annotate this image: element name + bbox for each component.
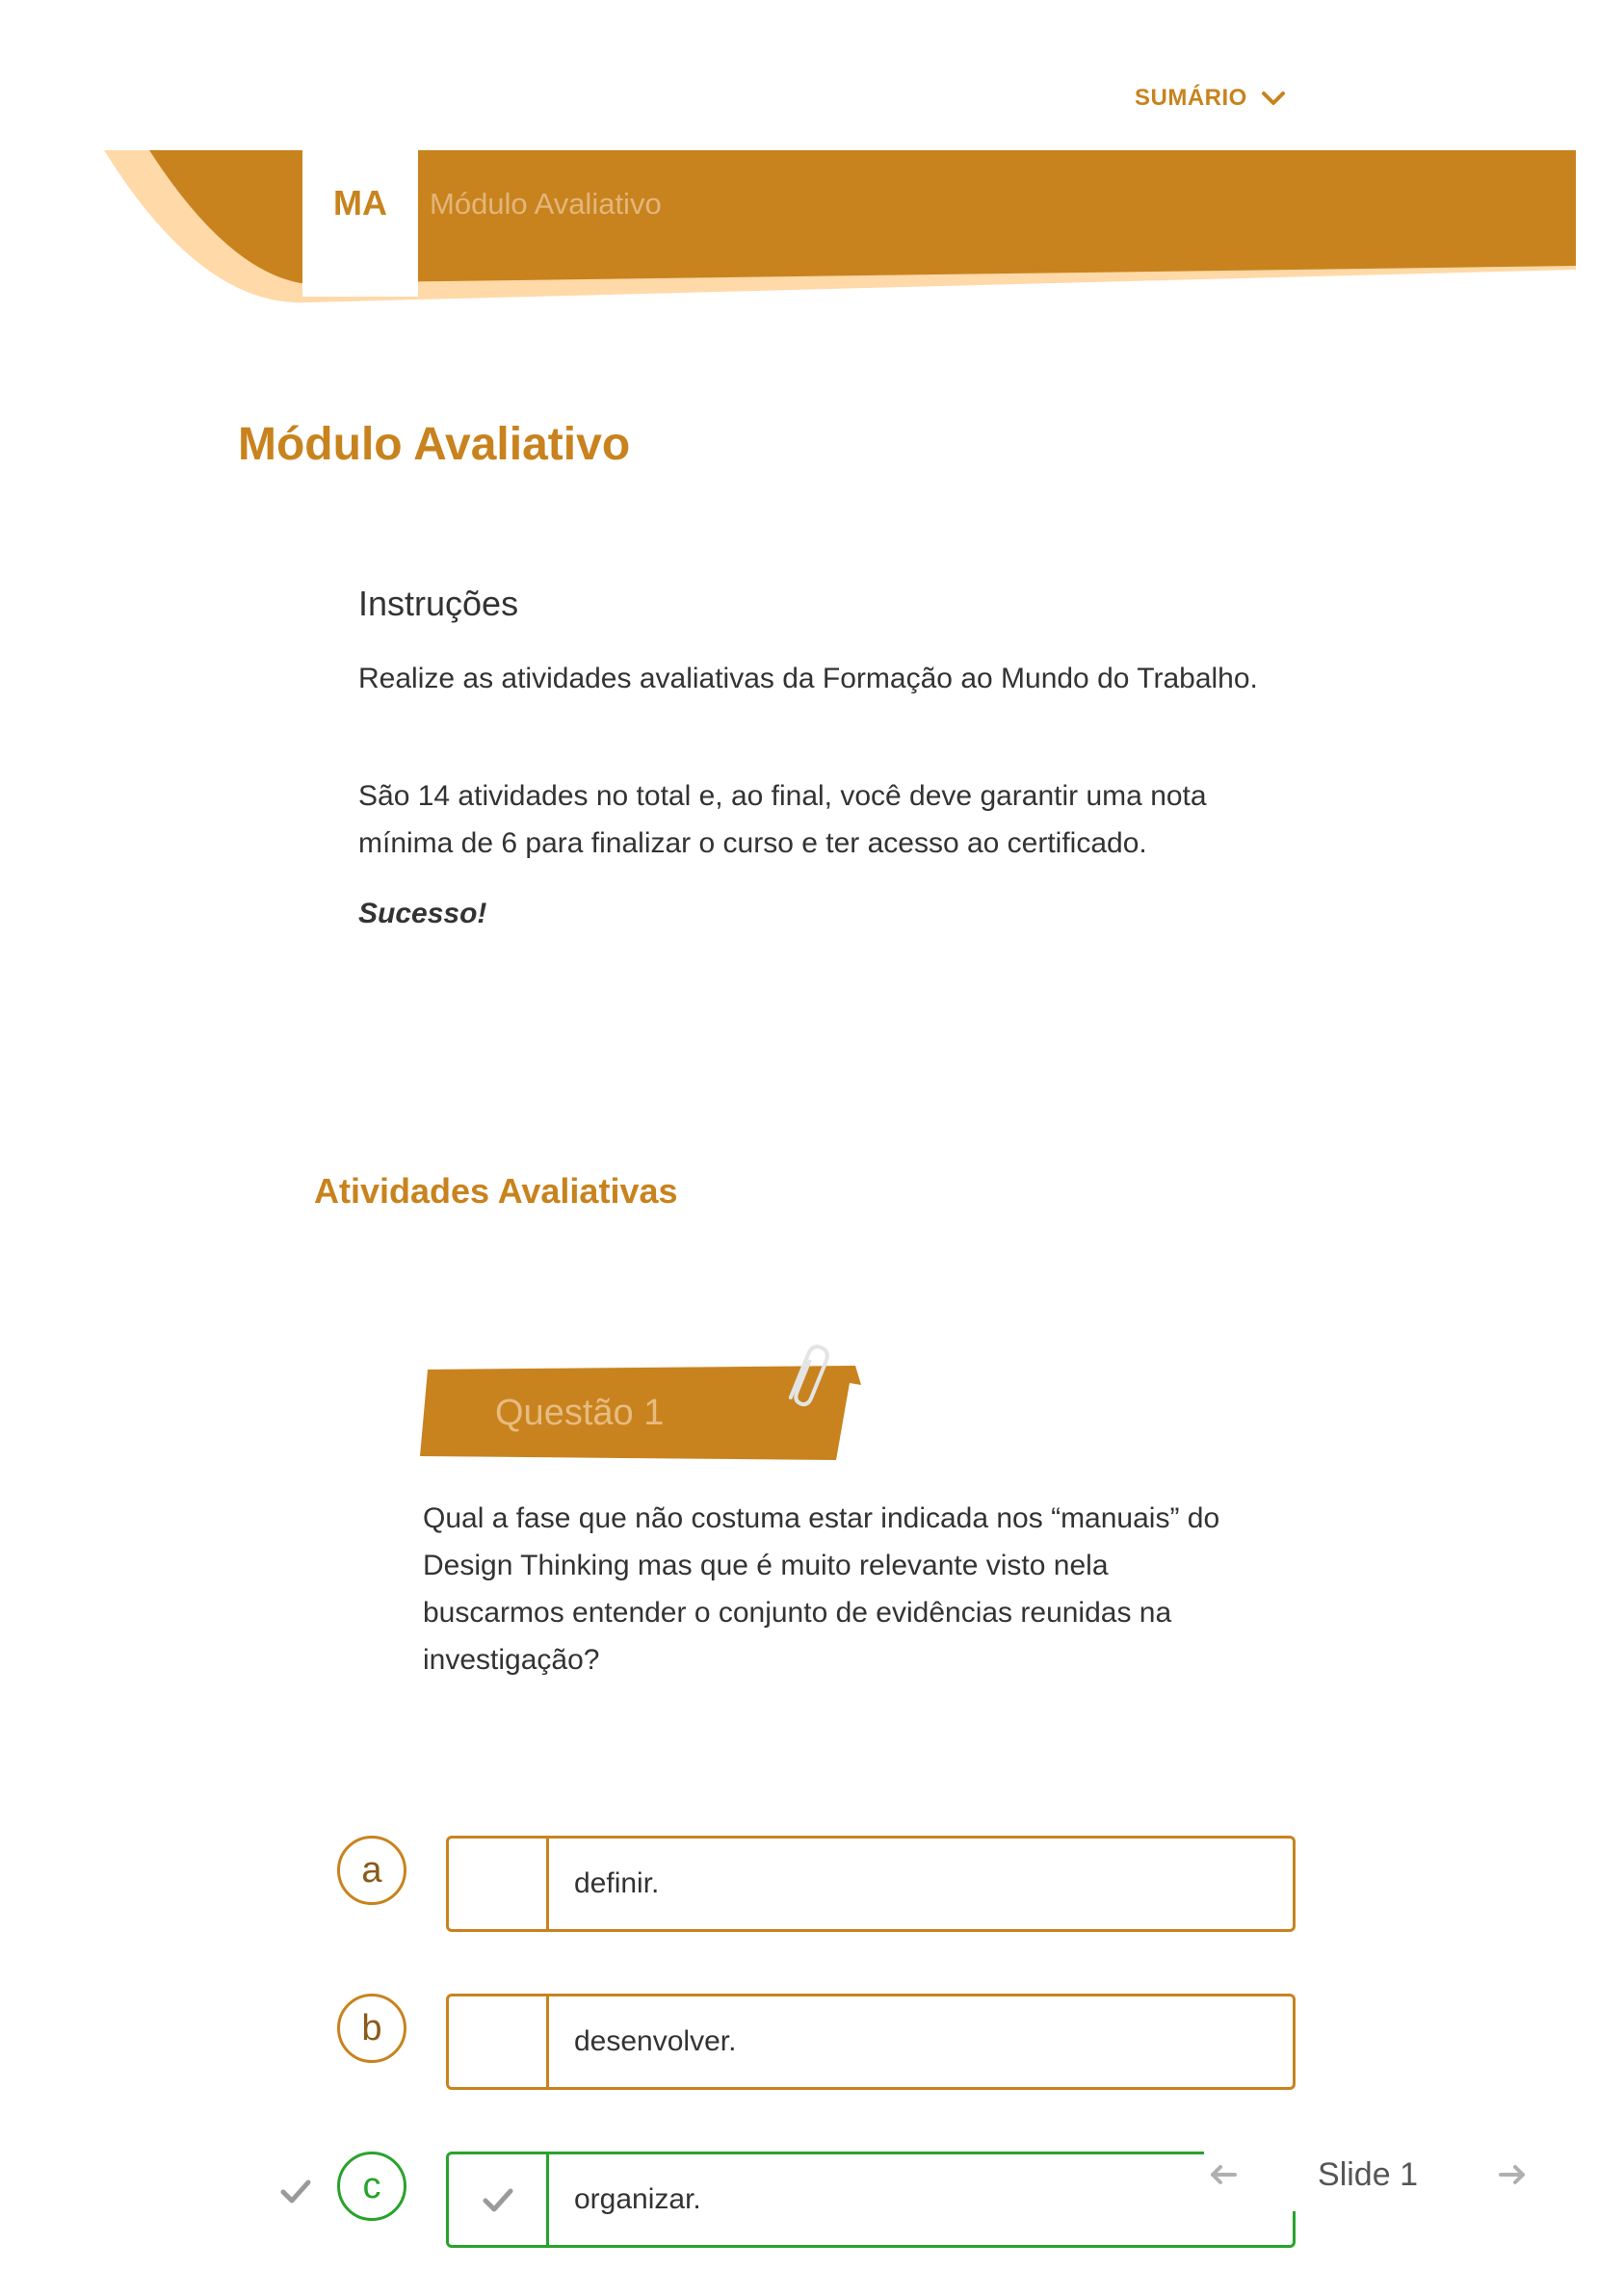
instructions-heading: Instruções xyxy=(358,584,519,623)
next-slide-button[interactable] xyxy=(1493,2160,1532,2189)
page-title: Módulo Avaliativo xyxy=(238,419,631,470)
option-text: definir. xyxy=(574,1867,660,1899)
question-tag-label: Questão 1 xyxy=(495,1393,665,1433)
option-text: organizar. xyxy=(574,2183,701,2215)
option-b[interactable] xyxy=(446,1994,1296,2090)
chevron-down-icon xyxy=(1261,89,1286,108)
option-letter: c xyxy=(362,2165,381,2206)
option-c-letter[interactable] xyxy=(337,2152,406,2221)
arrow-right-icon xyxy=(1497,2163,1528,2186)
banner-title: Módulo Avaliativo xyxy=(430,187,662,221)
option-letter: a xyxy=(361,1849,382,1891)
option-a-letter[interactable] xyxy=(337,1836,406,1905)
previous-slide-button[interactable] xyxy=(1204,2160,1243,2189)
module-badge xyxy=(302,150,418,297)
option-checkbox[interactable] xyxy=(449,1996,549,2087)
header-banner xyxy=(0,144,1624,318)
option-c[interactable] xyxy=(446,2152,1296,2248)
summary-menu-button[interactable] xyxy=(1135,85,1286,112)
correct-check-icon xyxy=(279,2177,312,2205)
option-text: desenvolver. xyxy=(574,2025,737,2057)
option-a[interactable] xyxy=(446,1836,1296,1932)
slide-label: Slide 1 xyxy=(1318,2155,1418,2193)
option-checkbox[interactable] xyxy=(449,2154,549,2245)
summary-label: SUMÁRIO xyxy=(1135,85,1247,111)
arrow-left-icon xyxy=(1208,2163,1239,2186)
module-abbreviation: MA xyxy=(333,183,387,222)
slide-navigation xyxy=(1204,2138,1532,2211)
section-heading: Atividades Avaliativas xyxy=(314,1171,678,1211)
instructions-paragraph: São 14 atividades no total e, ao final, você deve garantir uma nota mínima de 6 para finalizar o curso e ter acesso ao certificado. xyxy=(358,780,1207,859)
option-letter: b xyxy=(361,2007,382,2048)
check-icon xyxy=(482,2185,514,2214)
question-text: Qual a fase que não costuma estar indicada nos “manuais” do Design Thinking mas que é muito relevante visto nela buscarmos entender o conjunto de evidências reunidas na investigação? xyxy=(423,1502,1220,1676)
instructions-paragraph: Realize as atividades avaliativas da Formação ao Mundo do Trabalho. xyxy=(358,663,1258,694)
instructions-closing: Sucesso! xyxy=(358,898,487,929)
option-checkbox[interactable] xyxy=(449,1839,549,1929)
option-b-letter[interactable] xyxy=(337,1994,406,2063)
banner-shape xyxy=(0,144,1624,318)
